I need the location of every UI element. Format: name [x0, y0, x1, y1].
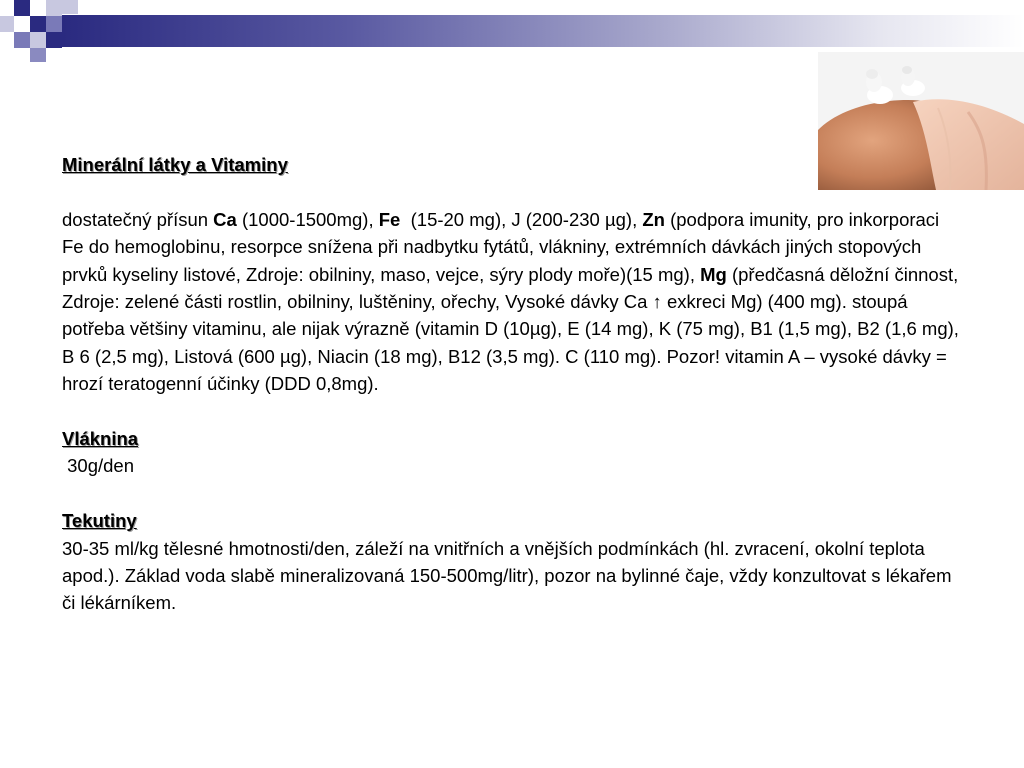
fluids-paragraph: 30-35 ml/kg tělesné hmotnosti/den, záleží na vnitřních a vnějších podmínkách (hl. zvracení, okolní teplota apod.). Základ voda slabě mineralizovaná 150-500mg/litr), pozor na bylinné čaje, vždy konzultovat s lékařem či lékárníkem.	[62, 537, 952, 614]
deco-square	[30, 16, 46, 32]
deco-square	[30, 48, 46, 62]
deco-square	[46, 16, 62, 32]
header-gradient-bar	[62, 15, 1024, 47]
deco-square	[62, 0, 78, 14]
heading-fluids: Tekutiny	[62, 510, 137, 532]
deco-square	[30, 32, 46, 48]
deco-square	[46, 0, 62, 16]
deco-square	[14, 0, 30, 16]
slide-content	[62, 151, 962, 617]
deco-square	[14, 32, 30, 48]
heading-fiber: Vláknina	[62, 428, 139, 450]
deco-square	[46, 32, 62, 48]
fiber-text: 30g/den	[62, 455, 135, 477]
heading-minerals: Minerální látky a Vitaminy	[62, 154, 288, 175]
deco-square	[0, 16, 14, 32]
minerals-paragraph: dostatečný přísun Ca (1000-1500mg), Fe (15-20 mg), J (200-230 µg), Zn (podpora imunity, pro inkorporaci Fe do hemoglobinu, resorpce snížena při nadbytku fytátů, vlákniny, extrémních dávkách jiných stopových prvků kyseliny listové, Zdroje: obilniny, maso, vejce, sýry plody moře)(15 mg), Mg (předčasná děložní činnost, Zdroje: zelené části rostlin, obilniny, luštěniny, ořechy, Vysoké dávky Ca ↑ exkreci Mg) (400 mg). stoupá potřeba většiny vitaminu, ale nijak výrazně (vitamin D (10µg), E (14 mg), K (75 mg), B1 (1,5 mg), B2 (1,6 mg), B 6 (2,5 mg), Listová (600 µg), Niacin (18 mg), B12 (3,5 mg). C (110 mg). Pozor! vitamin A – vysoké dávky = hrozí teratogenní účinky (DDD 0,8mg).	[62, 208, 959, 395]
